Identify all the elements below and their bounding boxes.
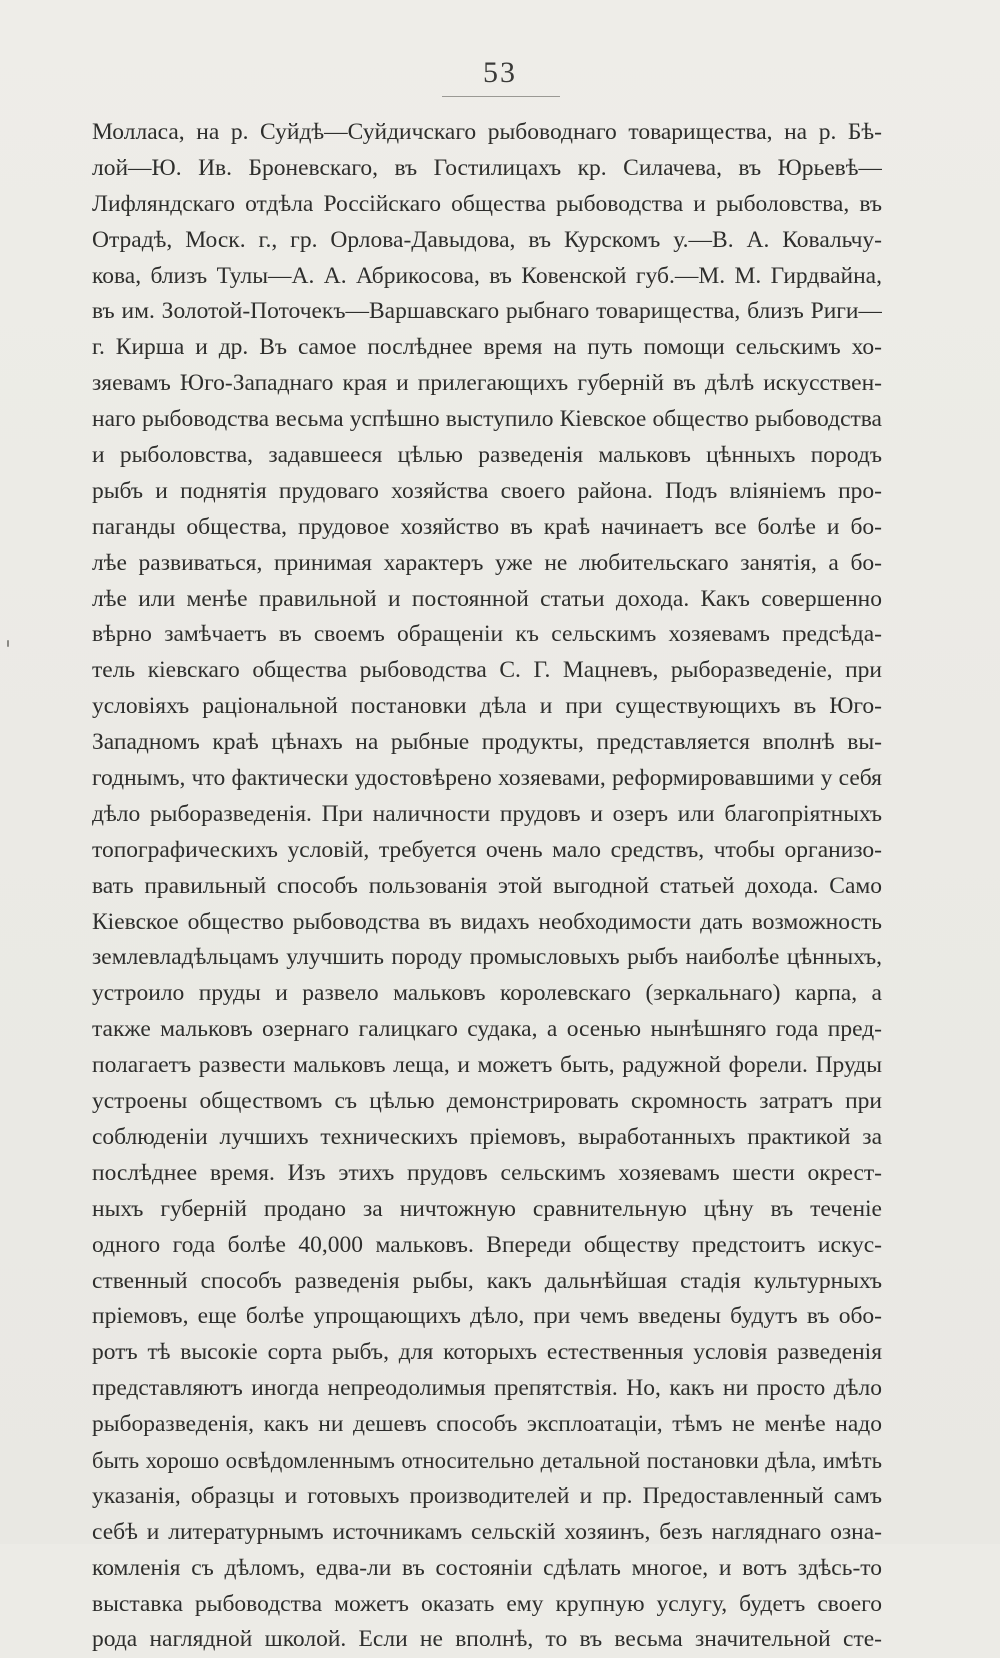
text-line: рода наглядной школой. Если не вполнѣ, то въ весьма значительной сте- (92, 1626, 882, 1653)
text-line: вать правильный способъ пользованія этой выгодной статьей дохода. Само (92, 872, 882, 899)
text-line: лой—Ю. Ив. Броневскаго, въ Гостилицахъ кр. Силачева, въ Юрьевѣ— (92, 154, 882, 181)
text-line: Кіевское общество рыбоводства въ видахъ необходимости дать возможность (92, 908, 882, 935)
text-line: лѣе развиваться, принимая характеръ уже не любительскаго занятія, а бо- (92, 549, 882, 576)
text-line: г. Кирша и др. Въ самое послѣднее время на путь помощи сельскимъ хо- (92, 334, 882, 361)
text-line: кова, близъ Тулы—А. А. Абрикосова, въ Ковенской губ.—М. М. Гирдвайна, (92, 262, 882, 289)
text-line: также мальковъ озернаго галицкаго судака, а осенью нынѣшняго года пред- (92, 1016, 882, 1043)
text-line: Западномъ краѣ цѣнахъ на рыбные продукты, представляется вполнѣ вы- (92, 729, 882, 756)
text-line: ротъ тѣ высокіе сорта рыбъ, для которыхъ естественныя условія разведенія (92, 1339, 882, 1366)
page-number: 53 (483, 56, 517, 89)
text-line: и рыболовства, задавшееся цѣлью разведенія мальковъ цѣнныхъ породъ (92, 442, 882, 469)
text-line: Лифляндскаго отдѣла Россійскаго общества рыбоводства и рыболовства, въ (92, 190, 882, 217)
margin-mark (7, 640, 9, 647)
text-line: послѣднее время. Изъ этихъ прудовъ сельскимъ хозяевамъ шести окрест- (92, 1159, 882, 1186)
text-line: землевладѣльцамъ улучшить породу промысловыхъ рыбъ наиболѣе цѣнныхъ, (92, 944, 882, 971)
text-line: дѣло рыборазведенія. При наличности прудовъ и озеръ или благопріятныхъ (92, 800, 882, 827)
text-line: пріемовъ, еще болѣе упрощающихъ дѣло, при чемъ введены будутъ въ обо- (92, 1303, 882, 1330)
text-line: рыборазведенія, какъ ни дешевъ способъ эксплоатаціи, тѣмъ не менѣе надо (92, 1411, 882, 1438)
text-line: комленія съ дѣломъ, едва-ли въ состояніи сдѣлать многое, и вотъ здѣсь-то (92, 1554, 882, 1581)
body-text (92, 115, 882, 1658)
text-line: наго рыбоводства весьма успѣшно выступило Кіевское общество рыбоводства (92, 406, 882, 433)
text-line: Отрадѣ, Моск. г., гр. Орлова-Давыдова, въ Курскомъ у.—В. А. Ковальчу- (92, 226, 882, 253)
text-line: полагаетъ развести мальковъ леща, и можетъ быть, радужной форели. Пруды (92, 1052, 882, 1079)
text-line: годнымъ, что фактически удостовѣрено хозяевами, реформировавшими у себя (92, 765, 882, 792)
text-line: быть хорошо освѣдомленнымъ относительно детальной постановки дѣла, имѣть (92, 1447, 882, 1473)
text-line: условіяхъ раціональной постановки дѣла и при существующихъ въ Юго- (92, 693, 882, 720)
text-line: паганды общества, прудовое хозяйство въ краѣ начинаетъ все болѣе и бо- (92, 513, 882, 540)
text-line: ственный способъ разведенія рыбы, какъ дальнѣйшая стадія культурныхъ (92, 1267, 882, 1294)
text-line: въ им. Золотой-Поточекъ—Варшавскаго рыбнаго товарищества, близъ Риги— (92, 298, 882, 325)
text-line: вѣрно замѣчаетъ въ своемъ обращеніи къ сельскимъ хозяевамъ предсѣда- (92, 621, 882, 648)
text-line: топографическихъ условій, требуется очень мало средствъ, чтобы организо- (92, 836, 882, 863)
text-line: лѣе или менѣе правильной и постоянной статьи дохода. Какъ совершенно (92, 585, 882, 612)
text-line: указанія, образцы и готовыхъ производителей и пр. Предоставленный самъ (92, 1482, 882, 1509)
text-line: зяевамъ Юго-Западнаго края и прилегающихъ губерній въ дѣлѣ искусствен- (92, 370, 882, 397)
text-line: Молласа, на р. Суйдѣ—Суйдичскаго рыбоводнаго товарищества, на р. Бѣ- (92, 119, 882, 145)
text-line: рыбъ и поднятія прудоваго хозяйства своего района. Подъ вліяніемъ про- (92, 477, 882, 504)
text-line: одного года болѣе 40,000 мальковъ. Впереди обществу предстоитъ искус- (92, 1231, 882, 1258)
text-line: устроило пруды и развело мальковъ королевскаго (зеркальнаго) карпа, а (92, 980, 882, 1007)
text-line: представляютъ иногда непреодолимыя препятствія. Но, какъ ни просто дѣло (92, 1375, 882, 1402)
text-line: тель кіевскаго общества рыбоводства С. Г. Мацневъ, рыборазведеніе, при (92, 657, 882, 684)
text-line: себѣ и литературнымъ источникамъ сельскій хозяинъ, безъ нагляднаго озна- (92, 1518, 882, 1545)
text-line: соблюденіи лучшихъ техническихъ пріемовъ, выработанныхъ практикой за (92, 1123, 882, 1150)
text-line: выставка рыбоводства можетъ оказать ему крупную услугу, будетъ своего (92, 1590, 882, 1617)
text-line: устроены обществомъ съ цѣлью демонстрировать скромность затратъ при (92, 1088, 882, 1115)
text-line: ныхъ губерній продано за ничтожную сравнительную цѣну въ теченіе (92, 1195, 882, 1222)
header-rule (442, 96, 560, 97)
